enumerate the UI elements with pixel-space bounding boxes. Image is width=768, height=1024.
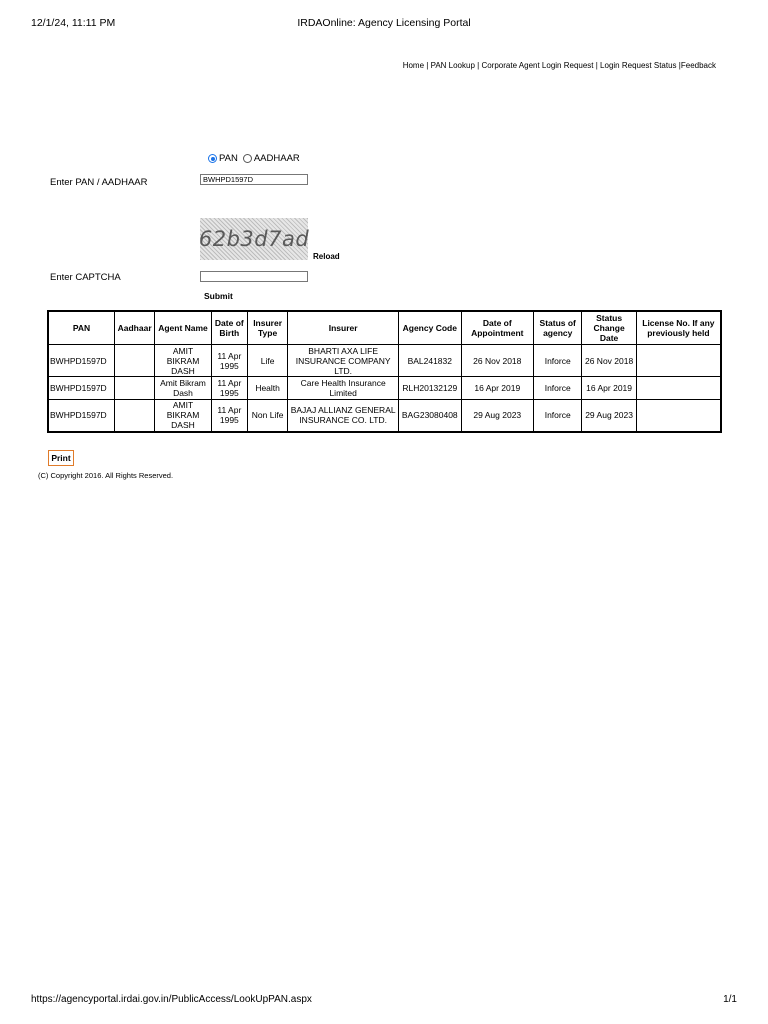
page-title: IRDAOnline: Agency Licensing Portal	[297, 17, 471, 29]
nav-feedback-link[interactable]: Feedback	[680, 61, 716, 70]
cell-status-change-date: 16 Apr 2019	[582, 377, 636, 400]
pan-field-label: Enter PAN / AADHAAR	[50, 177, 148, 188]
column-header: Agent Name	[155, 311, 211, 345]
column-header: Agency Code	[399, 311, 461, 345]
nav-pan-lookup-link[interactable]: PAN Lookup	[430, 61, 475, 70]
aadhaar-radio-label: AADHAAR	[253, 153, 300, 164]
print-footer-page-number: 1/1	[723, 994, 737, 1005]
cell-aadhaar	[114, 377, 154, 400]
cell-agency-code: BAL241832	[399, 345, 461, 377]
cell-pan: BWHPD1597D	[48, 400, 114, 432]
column-header: Status Change Date	[582, 311, 636, 345]
cell-appointment-date: 29 Aug 2023	[461, 400, 534, 432]
cell-status-change-date: 29 Aug 2023	[582, 400, 636, 432]
cell-agency-code: RLH20132129	[399, 377, 461, 400]
column-header: License No. If any previously held	[636, 311, 721, 345]
nav-home-link[interactable]: Home	[402, 61, 425, 70]
cell-insurer-type: Health	[247, 377, 287, 400]
cell-agent-name: Amit Bikram Dash	[155, 377, 211, 400]
print-button[interactable]: Print	[48, 450, 74, 466]
print-datetime: 12/1/24, 11:11 PM	[31, 17, 116, 29]
nav-corporate-agent-login-link[interactable]: Corporate Agent Login Request	[481, 61, 594, 70]
cell-insurer: BHARTI AXA LIFE INSURANCE COMPANY LTD.	[288, 345, 399, 377]
table-row	[48, 377, 721, 400]
captcha-field-label: Enter CAPTCHA	[50, 272, 121, 283]
cell-dob: 11 Apr 1995	[211, 345, 247, 377]
table-header-row	[48, 311, 721, 345]
column-header: Date of Appointment	[461, 311, 534, 345]
cell-status-change-date: 26 Nov 2018	[582, 345, 636, 377]
column-header: Status of agency	[534, 311, 582, 345]
column-header: PAN	[48, 311, 114, 345]
reload-captcha-link[interactable]: Reload	[313, 252, 340, 261]
cell-license-no	[636, 345, 721, 377]
cell-aadhaar	[114, 400, 154, 432]
cell-status: Inforce	[534, 345, 582, 377]
submit-button[interactable]: Submit	[204, 291, 233, 301]
column-header: Insurer	[288, 311, 399, 345]
cell-license-no	[636, 400, 721, 432]
id-type-radio-group	[208, 153, 300, 164]
captcha-input[interactable]	[200, 271, 308, 282]
column-header: Insurer Type	[247, 311, 287, 345]
cell-status: Inforce	[534, 377, 582, 400]
captcha-image: 62b3d7ad	[200, 218, 308, 260]
cell-pan: BWHPD1597D	[48, 345, 114, 377]
cell-appointment-date: 16 Apr 2019	[461, 377, 534, 400]
print-footer-url: https://agencyportal.irdai.gov.in/PublicAccess/LookUpPAN.aspx	[31, 994, 312, 1005]
pan-radio[interactable]	[208, 154, 217, 163]
cell-agent-name: AMIT BIKRAM DASH	[155, 345, 211, 377]
cell-insurer-type: Non Life	[247, 400, 287, 432]
pan-input[interactable]: BWHPD1597D	[200, 174, 308, 185]
pan-radio-label: PAN	[219, 153, 238, 164]
table-row	[48, 345, 721, 377]
table-row	[48, 400, 721, 432]
cell-insurer: BAJAJ ALLIANZ GENERAL INSURANCE CO. LTD.	[288, 400, 399, 432]
column-header: Aadhaar	[114, 311, 154, 345]
cell-dob: 11 Apr 1995	[211, 400, 247, 432]
cell-aadhaar	[114, 345, 154, 377]
cell-insurer: Care Health Insurance Limited	[288, 377, 399, 400]
cell-status: Inforce	[534, 400, 582, 432]
copyright-text: (C) Copyright 2016. All Rights Reserved.	[38, 471, 174, 480]
nav-login-request-status-link[interactable]: Login Request Status	[600, 61, 677, 70]
cell-license-no	[636, 377, 721, 400]
cell-insurer-type: Life	[247, 345, 287, 377]
agency-results-table	[47, 310, 722, 433]
cell-appointment-date: 26 Nov 2018	[461, 345, 534, 377]
cell-agent-name: AMIT BIKRAM DASH	[155, 400, 211, 432]
cell-dob: 11 Apr 1995	[211, 377, 247, 400]
column-header: Date of Birth	[211, 311, 247, 345]
cell-agency-code: BAG23080408	[399, 400, 461, 432]
aadhaar-radio[interactable]	[243, 154, 252, 163]
cell-pan: BWHPD1597D	[48, 377, 114, 400]
top-nav: Home | PAN Lookup | Corporate Agent Login Request | Login Request Status |Feedback	[402, 61, 716, 70]
